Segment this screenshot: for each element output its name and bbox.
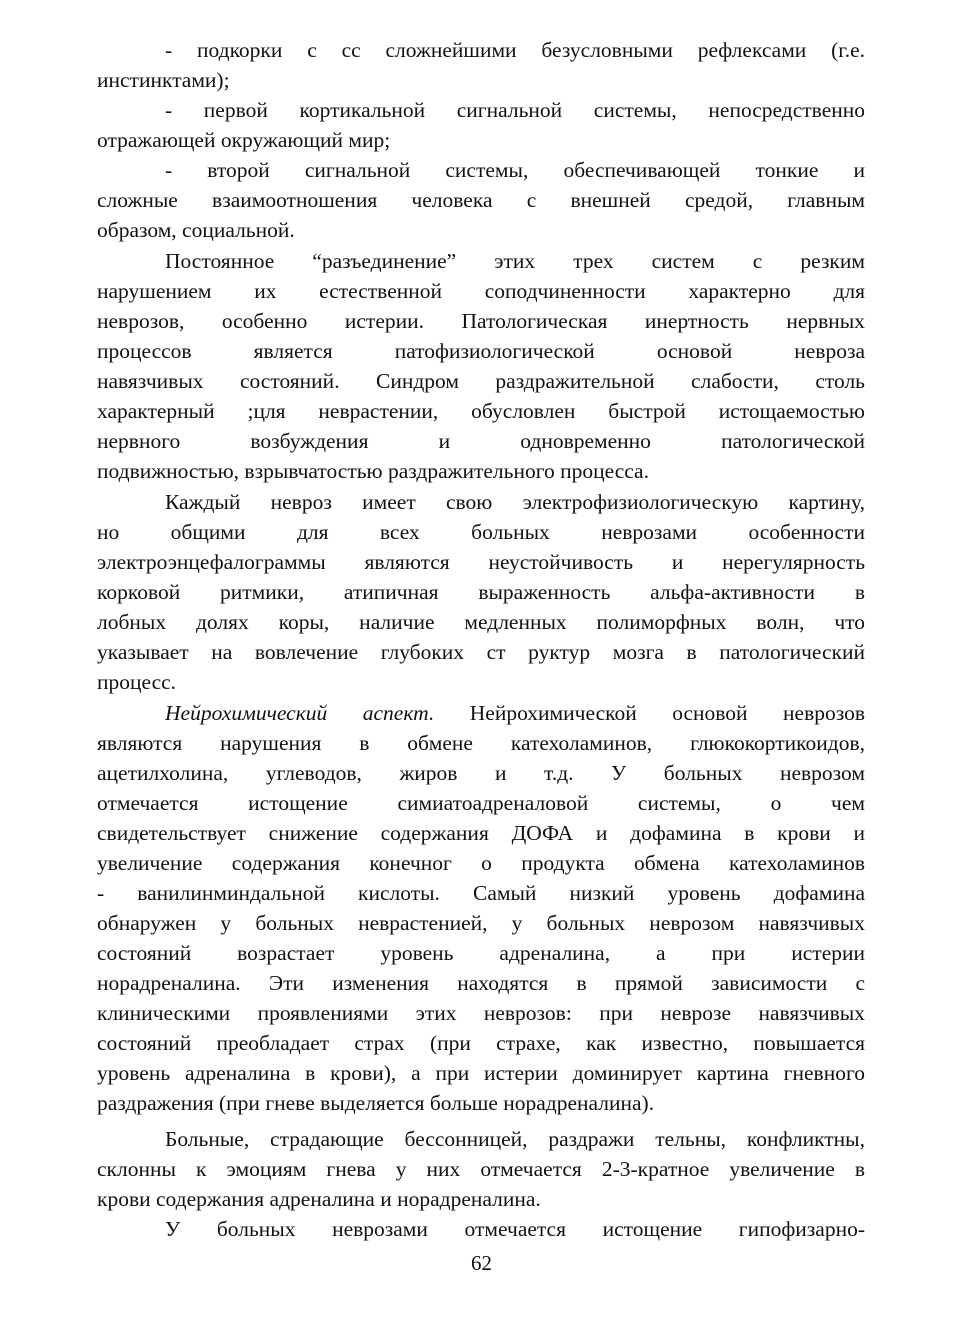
text-line: обнаружен у больных неврастенией, у больных неврозом навязчивых [97, 911, 865, 935]
text-line: процесс. [97, 670, 177, 694]
text-line: состояний преобладает страх (при страхе, как известно, повышается [97, 1031, 865, 1055]
text-line: норадреналина. Эти изменения находятся в прямой зависимости с [97, 971, 865, 995]
text-line: навязчивых состояний. Синдром раздражительной слабости, столь [97, 369, 865, 393]
text-line: корковой ритмики, атипичная выраженность альфа-активности в [97, 580, 865, 604]
text-line: лобных долях коры, наличие медленных полиморфных волн, что [97, 610, 865, 634]
text-line: являются нарушения в обмене катехоламинов, глюкокортикоидов, [97, 731, 865, 755]
text-line: состояний возрастает уровень адреналина, а при истерии [97, 941, 865, 965]
text-line: инстинктами); [97, 68, 230, 92]
text-line: но общими для всех больных неврозами особенности [97, 520, 865, 544]
text-line: Постоянное “разъединение” этих трех систем с резким [165, 249, 865, 273]
text-line: указывает на вовлечение глубоких ст руктур мозга в патологический [97, 640, 865, 664]
text-line: крови содержания адреналина и норадреналина. [97, 1187, 541, 1211]
text-line: уровень адреналина в крови), а при истерии доминирует картина гневного [97, 1061, 865, 1085]
text-span: Нейрохимической основой неврозов [469, 701, 865, 725]
text-line: раздражения (при гневе выделяется больше норадреналина). [97, 1091, 655, 1115]
page-number: 62 [471, 1251, 492, 1275]
text-line: процессов является патофизиологической основой невроза [97, 339, 865, 363]
text-line: нервного возбуждения и одновременно патологической [97, 429, 865, 453]
text-line: отражающей окружающий мир; [97, 128, 391, 152]
text-line: склонны к эмоциям гнева у них отмечается 2-3-кратное увеличение в [97, 1157, 865, 1181]
text-line: ацетилхолина, углеводов, жиров и т.д. У больных неврозом [97, 761, 865, 785]
text-line: - подкорки с сс сложнейшими безусловными рефлексами (г.е. [165, 38, 865, 62]
text-line: характерный ;цля неврастении, обусловлен быстрой истощаемостью [97, 399, 865, 423]
text-line: клиническими проявлениями этих неврозов: при неврозе навязчивых [97, 1001, 865, 1025]
text-line: образом, социальной. [97, 218, 295, 242]
text-line: - ванилинминдальной кислоты. Самый низкий уровень дофамина [97, 881, 865, 905]
text-line: нарушением их естественной соподчиненности характерно для [97, 279, 865, 303]
text-line: Больные, страдающие бессонницей, раздражи тельны, конфликтны, [165, 1127, 865, 1151]
text-line: Каждый невроз имеет свою электрофизиологическую картину, [165, 490, 865, 514]
text-line: отмечается истощение симиатоадреналовой системы, о чем [97, 791, 865, 815]
text-line: сложные взаимоотношения человека с внешней средой, главным [97, 188, 865, 212]
text-line: - второй сигнальной системы, обеспечивающей тонкие и [165, 158, 865, 182]
text-line: неврозов, особенно истерии. Патологическая инертность нервных [97, 309, 865, 333]
text-line: подвижностью, взрывчатостью раздражительного процесса. [97, 459, 649, 483]
text-line: увеличение содержания конечног о продукта обмена катехоламинов [97, 851, 865, 875]
section-heading-italic: Нейрохимический аспект. [165, 701, 435, 725]
text-line [165, 698, 865, 728]
text-line: У больных неврозами отмечается истощение гипофизарно- [165, 1217, 865, 1241]
text-line: - первой кортикальной сигнальной системы, непосредственно [165, 98, 865, 122]
text-line: свидетельствует снижение содержания ДОФА и дофамина в крови и [97, 821, 865, 845]
text-line: электроэнцефалограммы являются неустойчивость и нерегулярность [97, 550, 865, 574]
